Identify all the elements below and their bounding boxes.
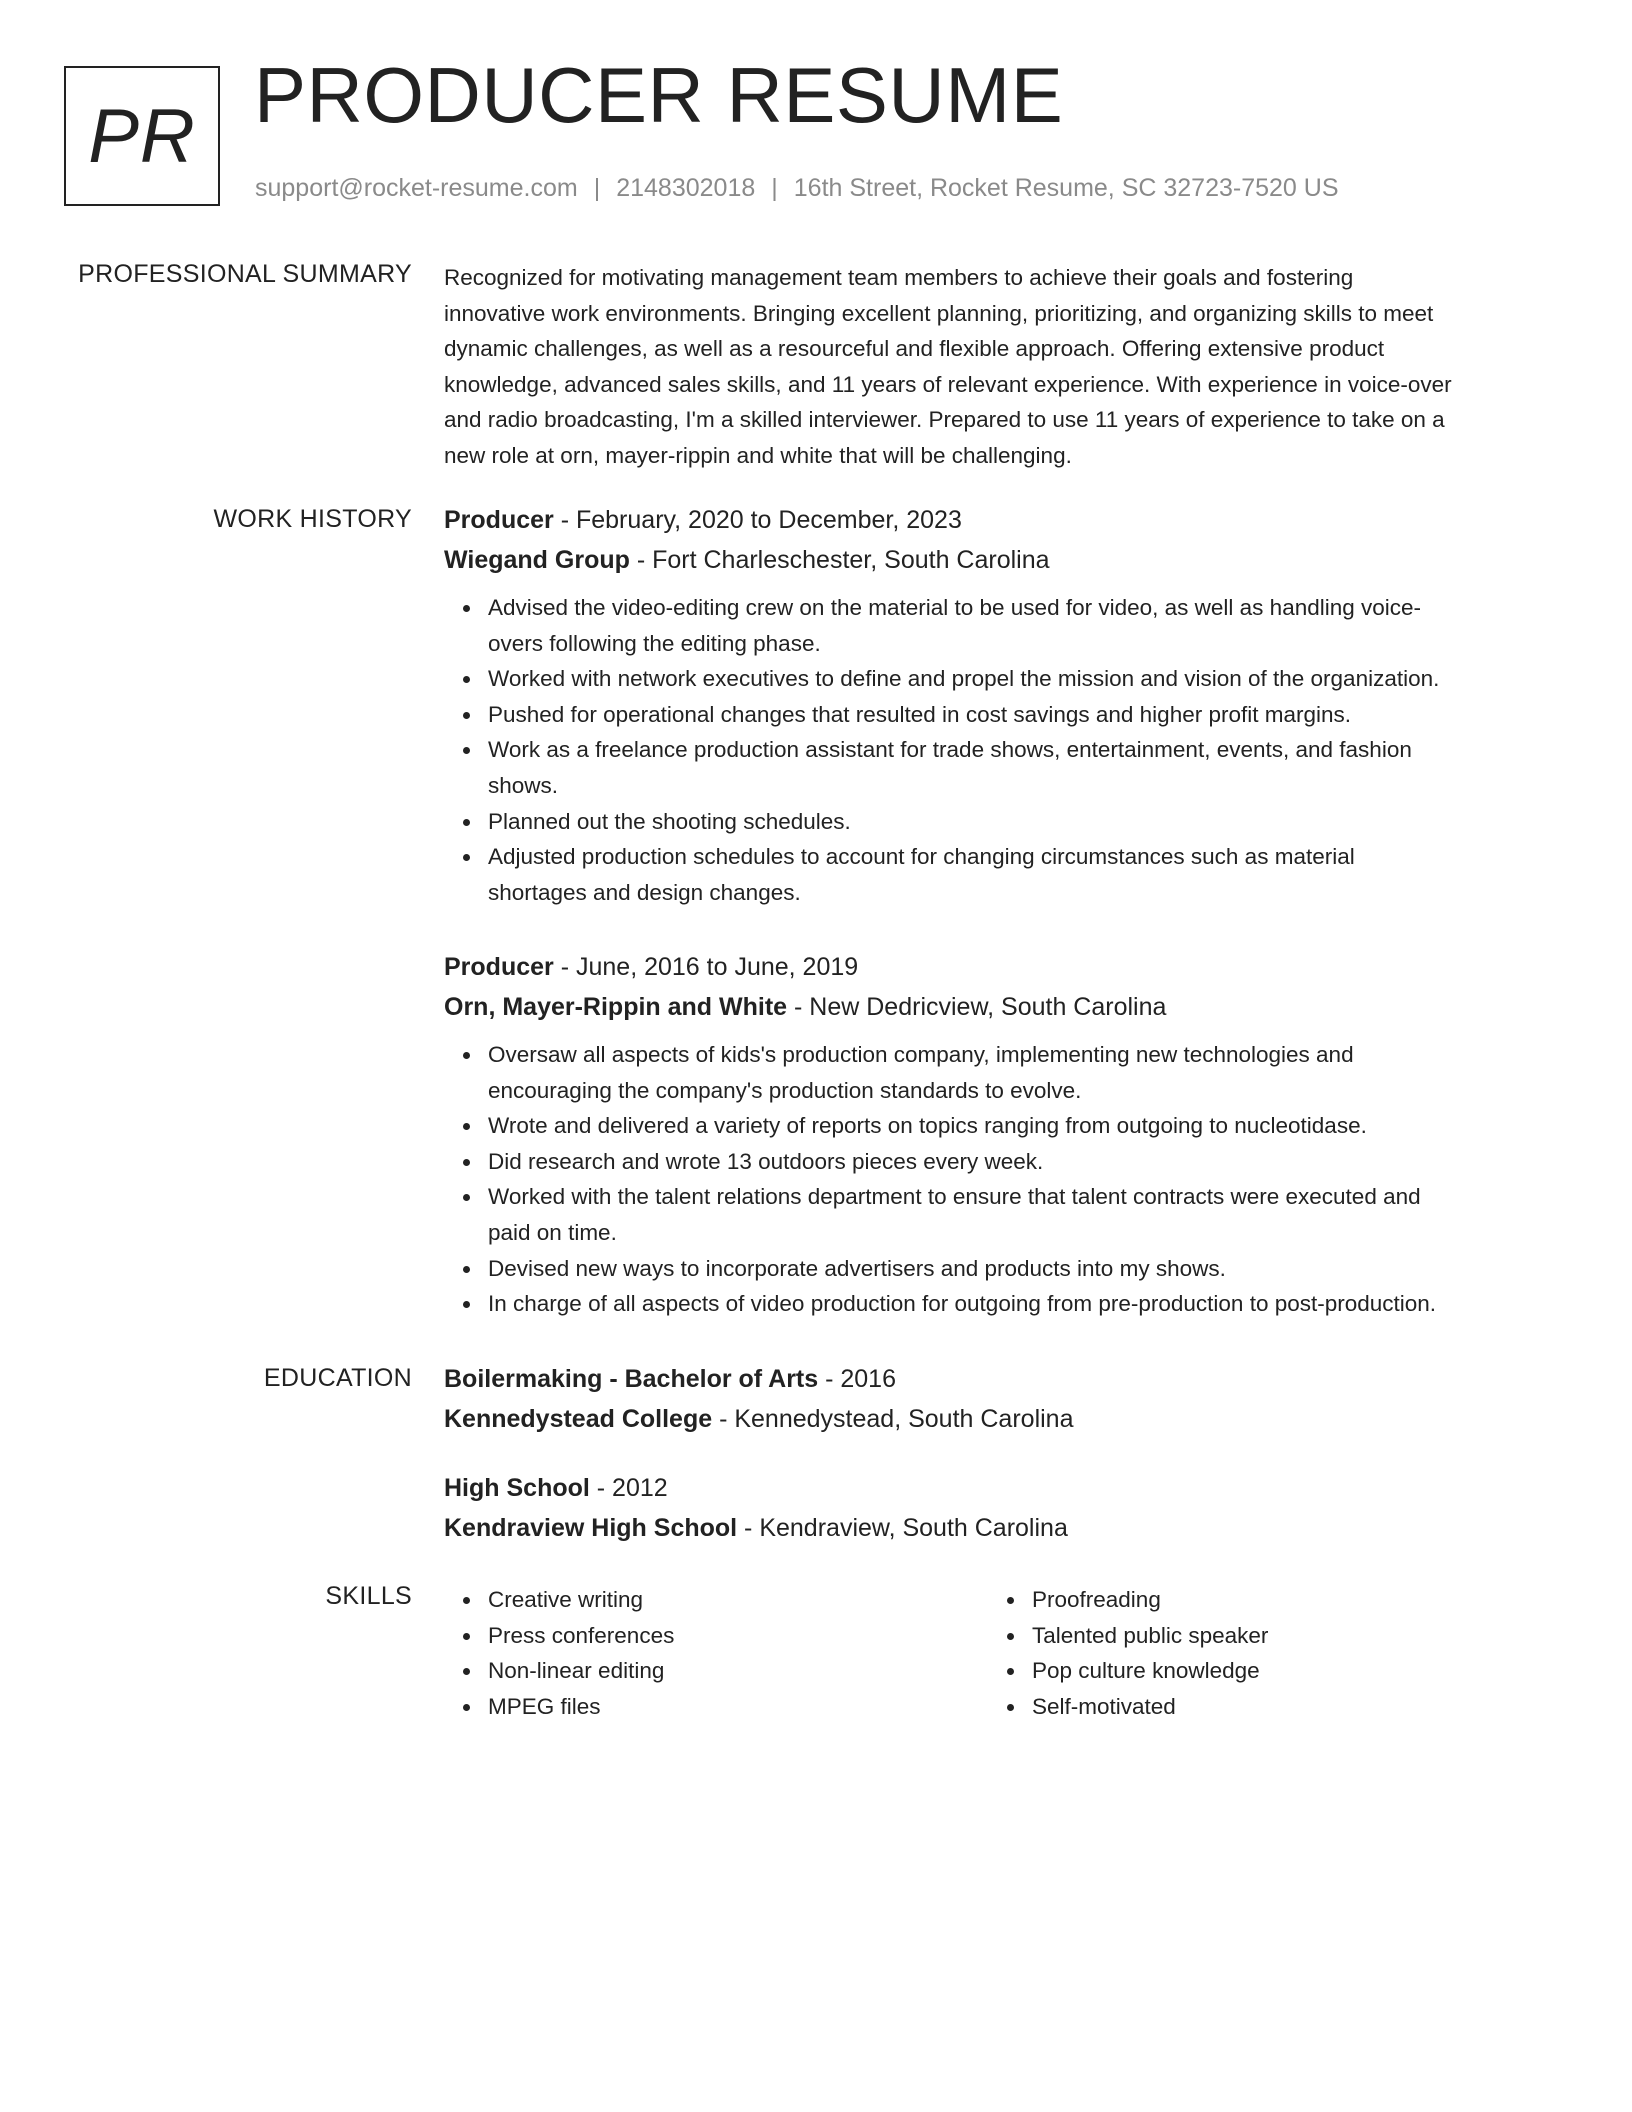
job-bullets xyxy=(444,1037,1554,1322)
skill-item: Press conferences xyxy=(488,1618,988,1654)
education-school-line xyxy=(444,1399,1544,1439)
education-heading: EDUCATION xyxy=(263,1364,412,1392)
job-location: - New Dedricview, South Carolina xyxy=(787,993,1167,1021)
contact-separator: | xyxy=(593,174,601,202)
skill-item: Non-linear editing xyxy=(488,1653,988,1689)
bullet-text: paid on time. xyxy=(488,1219,617,1245)
job-bullet xyxy=(488,1251,1554,1287)
job-company-line xyxy=(444,540,1554,580)
job-role: Producer xyxy=(444,506,554,534)
skills-list-left xyxy=(444,1582,988,1724)
bullet-text: Oversaw all aspects of kids's production company, implementing new technologies and xyxy=(488,1042,1354,1067)
summary-paragraph xyxy=(444,260,1544,474)
bullet-text: encouraging the company's production standards to evolve. xyxy=(488,1077,1082,1103)
education-degree-line xyxy=(444,1468,1544,1508)
contact-line xyxy=(255,174,1339,203)
job-dates: - February, 2020 to December, 2023 xyxy=(553,506,962,534)
job-bullet xyxy=(488,732,1554,803)
education-year: - 2012 xyxy=(589,1474,668,1502)
job-role-line xyxy=(444,500,1554,540)
job-role-line xyxy=(444,947,1554,987)
skills-columns xyxy=(444,1582,1544,1724)
education-degree: High School xyxy=(444,1474,590,1502)
bullet-text: Advised the video-editing crew on the material to be used for video, as well as handling voice- xyxy=(488,595,1422,620)
job-entry xyxy=(444,500,1554,910)
skill-item: MPEG files xyxy=(488,1689,988,1725)
bullet-text: shortages and design changes. xyxy=(488,879,801,905)
skills-body xyxy=(444,1582,1544,1724)
job-company-line xyxy=(444,987,1554,1027)
bullet-text: Devised new ways to incorporate advertisers and products into my shows. xyxy=(488,1255,1226,1281)
skills-list-right xyxy=(988,1582,1532,1724)
bullet-text: Did research and wrote 13 outdoors pieces every week. xyxy=(488,1148,1044,1174)
education-entry xyxy=(444,1359,1544,1439)
skill-item: Talented public speaker xyxy=(1032,1618,1532,1654)
contact-separator: | xyxy=(771,174,778,202)
education-school: Kennedystead College xyxy=(444,1405,713,1433)
education-degree-line xyxy=(444,1359,1544,1399)
job-bullet xyxy=(488,1144,1554,1180)
education-body xyxy=(444,1359,1544,1548)
job-bullet xyxy=(488,1108,1554,1144)
bullet-text: Adjusted production schedules to account for changing circumstances such as material xyxy=(488,844,1355,870)
job-role: Producer xyxy=(444,953,554,981)
contact-phone: 2148302018 xyxy=(616,174,756,202)
job-bullet xyxy=(488,697,1554,733)
job-bullet xyxy=(488,804,1554,840)
education-year: - 2016 xyxy=(818,1365,896,1393)
contact-email: support@rocket-resume.com xyxy=(255,174,578,202)
education-location: - Kendraview, South Carolina xyxy=(737,1514,1068,1542)
job-location: - Fort Charleschester, South Carolina xyxy=(629,546,1050,574)
job-bullet xyxy=(488,590,1554,661)
bullet-text: Planned out the shooting schedules. xyxy=(488,808,851,834)
job-bullet xyxy=(488,839,1554,910)
monogram-box xyxy=(64,66,220,206)
skills-heading: SKILLS xyxy=(325,1582,412,1610)
bullet-text: Worked with the talent relations department to ensure that talent contracts were executed and xyxy=(488,1184,1421,1210)
skill-item: Creative writing xyxy=(488,1582,988,1618)
education-school-line xyxy=(444,1508,1544,1548)
summary-heading: PROFESSIONAL SUMMARY xyxy=(78,260,412,288)
summary-body xyxy=(444,260,1544,474)
skill-item: Proofreading xyxy=(1032,1582,1532,1618)
job-bullets xyxy=(444,590,1554,910)
summary-line: new role at orn, mayer-rippin and white that will be challenging. xyxy=(444,442,1072,468)
skill-item: Self-motivated xyxy=(1032,1689,1532,1725)
job-bullet xyxy=(488,1286,1554,1322)
work-history-heading: WORK HISTORY xyxy=(213,505,412,533)
education-entry xyxy=(444,1468,1544,1548)
bullet-text: Worked with network executives to define and propel the mission and vision of the organization. xyxy=(488,666,1440,692)
job-bullet xyxy=(488,661,1554,697)
job-company: Orn, Mayer-Rippin and White xyxy=(444,993,788,1021)
summary-line: innovative work environments. Bringing excellent planning, prioritizing, and organizing skills to meet xyxy=(444,300,1434,326)
monogram-initials: PR xyxy=(88,93,196,179)
education-school: Kendraview High School xyxy=(444,1514,738,1542)
bullet-text: overs following the editing phase. xyxy=(488,630,821,656)
bullet-text: Wrote and delivered a variety of reports on topics ranging from outgoing to nucleotidase. xyxy=(488,1113,1367,1139)
summary-line: dynamic challenges, as well as a resourceful and flexible approach. Offering extensive product xyxy=(444,336,1385,362)
job-bullet xyxy=(488,1179,1554,1250)
skill-item: Pop culture knowledge xyxy=(1032,1653,1532,1689)
contact-address: 16th Street, Rocket Resume, SC 32723-7520 US xyxy=(793,174,1339,202)
bullet-text: shows. xyxy=(488,772,559,798)
bullet-text: In charge of all aspects of video production for outgoing from pre-production to post-production. xyxy=(488,1291,1437,1317)
resume-title: PRODUCER RESUME xyxy=(254,51,1064,139)
education-location: - Kennedystead, South Carolina xyxy=(712,1405,1074,1433)
summary-line: Recognized for motivating management team members to achieve their goals and fostering xyxy=(444,265,1354,290)
job-entry xyxy=(444,947,1554,1322)
bullet-text: Work as a freelance production assistant for trade shows, entertainment, events, and fashion xyxy=(488,737,1412,763)
bullet-text: Pushed for operational changes that resulted in cost savings and higher profit margins. xyxy=(488,701,1352,727)
summary-line: knowledge, advanced sales skills, and 11 years of relevant experience. With experience in voice-over xyxy=(444,371,1452,397)
job-company: Wiegand Group xyxy=(444,546,630,574)
education-degree: Boilermaking - Bachelor of Arts xyxy=(444,1365,819,1393)
job-dates: - June, 2016 to June, 2019 xyxy=(553,953,859,981)
job-bullet xyxy=(488,1037,1554,1108)
summary-line: and radio broadcasting, I'm a skilled interviewer. Prepared to use 11 years of experience to take on a xyxy=(444,407,1445,433)
